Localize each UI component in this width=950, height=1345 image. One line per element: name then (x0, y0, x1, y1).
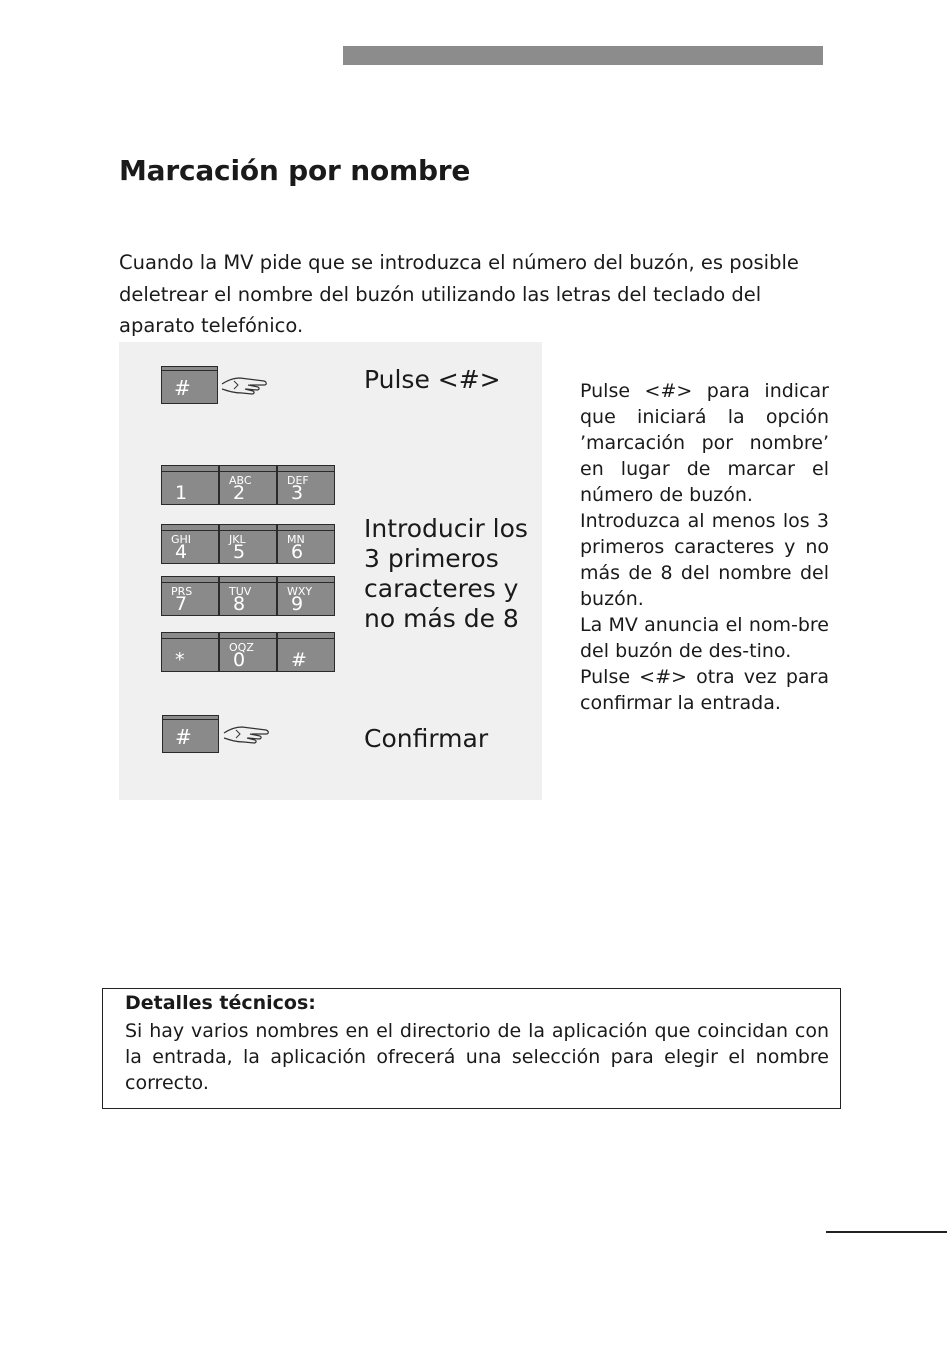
key-digit: 9 (291, 593, 304, 615)
keypad-illustration-panel (119, 342, 542, 800)
keypad-key (277, 465, 335, 505)
technical-details-box (102, 988, 841, 1109)
key-digit: * (175, 649, 185, 671)
key-letters: ABC (229, 474, 252, 487)
key-letters: GHI (171, 533, 192, 546)
page-title: Marcación por nombre (119, 154, 471, 187)
key-digit: # (291, 649, 307, 671)
key-digit: 8 (233, 593, 246, 615)
key-digit: 2 (233, 482, 246, 504)
step-press-hash: Pulse <#> (364, 365, 501, 394)
technical-details-title: Detalles técnicos: (125, 992, 316, 1014)
keypad-row (161, 576, 335, 616)
key-letters: DEF (287, 474, 309, 487)
keypad-key (161, 576, 219, 616)
keypad-key (219, 524, 277, 564)
side-paragraph: Pulse <#> para indicar que iniciará la opción ’marcación por nombre’ en lugar de marcar el número de buzón. (580, 380, 829, 506)
side-paragraph: La MV anuncia el nom-bre del buzón de des-tino. (580, 614, 829, 662)
key-letters: WXY (287, 585, 313, 598)
side-instructions (580, 378, 829, 716)
keypad-key (161, 524, 219, 564)
key-digit: 7 (175, 593, 188, 615)
key-digit: 5 (233, 541, 246, 563)
keypad-key (161, 632, 219, 672)
key-letters: PRS (171, 585, 193, 598)
side-paragraph: Introduzca al menos los 3 primeros caracteres y no más de 8 del nombre del buzón. (580, 510, 829, 610)
keypad-row (161, 632, 335, 672)
key-digit: 0 (233, 649, 246, 671)
keypad-row (161, 524, 335, 564)
keypad-key (161, 465, 219, 505)
key-letters: TUV (229, 585, 252, 598)
keypad-row (161, 465, 335, 505)
keypad-key (277, 524, 335, 564)
key-digit: 3 (291, 482, 304, 504)
hash-key: # (162, 715, 219, 753)
side-paragraph: Pulse <#> otra vez para confirmar la entrada. (580, 666, 829, 714)
keypad-key (219, 576, 277, 616)
header-bar (343, 46, 823, 65)
key-letters: OQZ (229, 641, 254, 654)
technical-details-body: Si hay varios nombres en el directorio de la aplicación que coincidan con la entrada, la aplicación ofrecerá una selección para elegir el nombre correcto. (125, 1020, 829, 1094)
keypad-key (219, 465, 277, 505)
hash-key: # (161, 366, 218, 404)
keypad-key (219, 632, 277, 672)
keypad-key (277, 576, 335, 616)
key-digit: 1 (175, 482, 188, 504)
key-digit: 4 (175, 541, 188, 563)
step-confirm: Confirmar (364, 724, 489, 753)
intro-paragraph: Cuando la MV pide que se introduzca el número del buzón, es posible deletrear el nombre del buzón utilizando las letras del teclado del aparato telefónico. (119, 251, 799, 337)
step-enter-characters: Introducir los 3 primeros caracteres y no más de 8 (364, 514, 528, 633)
pointing-hand-icon (222, 719, 270, 747)
pointing-hand-icon (220, 370, 268, 398)
key-digit: 6 (291, 541, 304, 563)
key-letters: JKL (229, 533, 246, 546)
footer-rule (826, 1231, 947, 1233)
keypad-key (277, 632, 335, 672)
key-letters: MN (287, 533, 305, 546)
